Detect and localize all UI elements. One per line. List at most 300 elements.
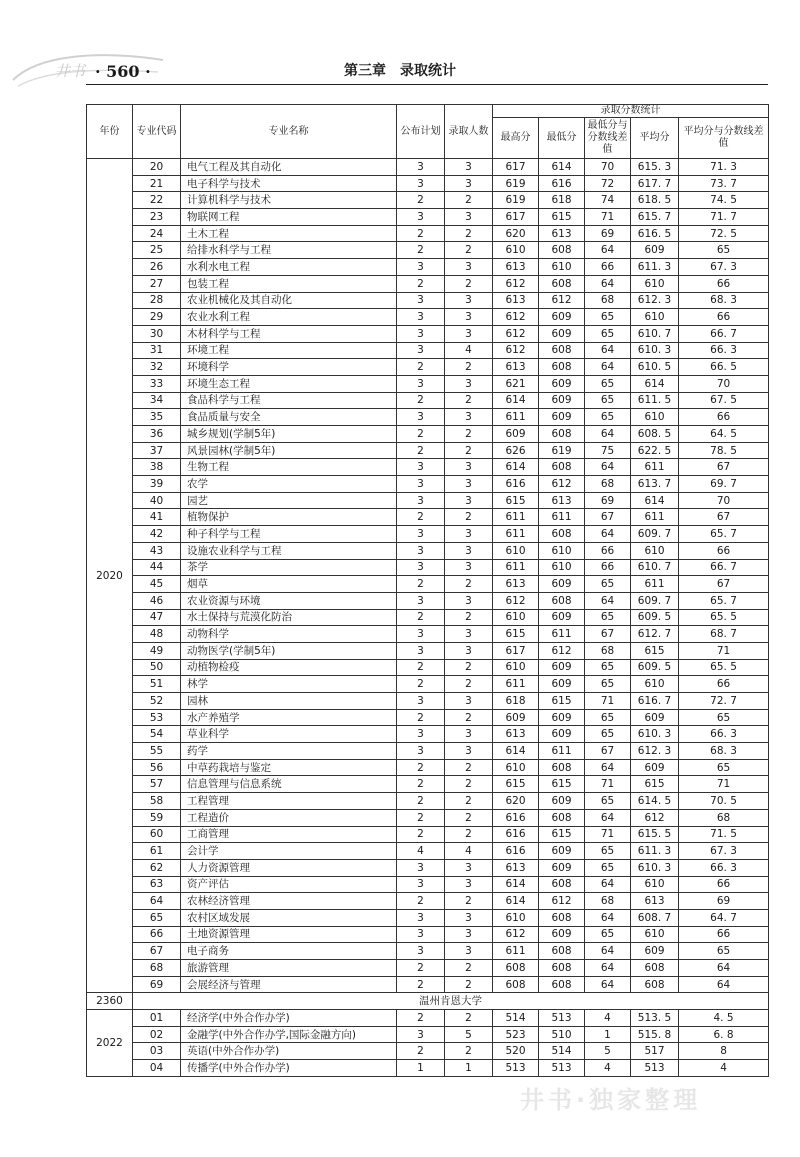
cell-min-diff: 68 xyxy=(585,893,631,910)
cell-min: 609 xyxy=(539,659,585,676)
cell-code: 23 xyxy=(133,209,181,226)
cell-admitted: 3 xyxy=(445,409,493,426)
cell-min-diff: 68 xyxy=(585,476,631,493)
cell-min: 608 xyxy=(539,943,585,960)
cell-code: 59 xyxy=(133,809,181,826)
table-row xyxy=(87,759,769,776)
cell-min-diff: 64 xyxy=(585,976,631,993)
cell-max: 514 xyxy=(493,1010,539,1027)
cell-min-diff: 65 xyxy=(585,576,631,593)
cell-max: 612 xyxy=(493,342,539,359)
cell-min: 619 xyxy=(539,442,585,459)
cell-min: 510 xyxy=(539,1026,585,1043)
cell-code: 51 xyxy=(133,676,181,693)
cell-max: 620 xyxy=(493,225,539,242)
cell-avg-diff: 66 xyxy=(679,876,769,893)
cell-avg: 608. 7 xyxy=(631,909,679,926)
cell-max: 612 xyxy=(493,592,539,609)
cell-admitted: 2 xyxy=(445,826,493,843)
cell-name: 园艺 xyxy=(181,492,397,509)
cell-min: 609 xyxy=(539,676,585,693)
cell-avg: 609 xyxy=(631,759,679,776)
cell-min: 609 xyxy=(539,576,585,593)
cell-name: 土木工程 xyxy=(181,225,397,242)
cell-plan: 3 xyxy=(397,292,445,309)
cell-admitted: 3 xyxy=(445,592,493,609)
cell-plan: 3 xyxy=(397,159,445,176)
cell-avg-diff: 71 xyxy=(679,776,769,793)
cell-avg: 611 xyxy=(631,459,679,476)
cell-min-diff: 65 xyxy=(585,793,631,810)
cell-avg: 616. 7 xyxy=(631,693,679,710)
cell-plan: 3 xyxy=(397,175,445,192)
cell-plan: 2 xyxy=(397,960,445,977)
cell-avg-diff: 67. 5 xyxy=(679,392,769,409)
cell-min: 608 xyxy=(539,342,585,359)
cell-avg: 616. 5 xyxy=(631,225,679,242)
table-row xyxy=(87,392,769,409)
cell-admitted: 2 xyxy=(445,576,493,593)
cell-plan: 2 xyxy=(397,1043,445,1060)
cell-min-diff: 1 xyxy=(585,1026,631,1043)
cell-admitted: 3 xyxy=(445,943,493,960)
cell-avg-diff: 67 xyxy=(679,459,769,476)
year-cell: 2020 xyxy=(87,159,133,993)
cell-min: 609 xyxy=(539,325,585,342)
cell-admitted: 3 xyxy=(445,926,493,943)
cell-min: 514 xyxy=(539,1043,585,1060)
cell-code: 44 xyxy=(133,559,181,576)
cell-avg-diff: 4. 5 xyxy=(679,1010,769,1027)
cell-avg: 610 xyxy=(631,409,679,426)
cell-max: 612 xyxy=(493,309,539,326)
cell-max: 626 xyxy=(493,442,539,459)
cell-min: 614 xyxy=(539,159,585,176)
cell-min-diff: 68 xyxy=(585,642,631,659)
cell-plan: 2 xyxy=(397,826,445,843)
footer-watermark: 井书·独家整理 xyxy=(520,1086,702,1114)
cell-min: 615 xyxy=(539,826,585,843)
cell-avg: 513. 5 xyxy=(631,1010,679,1027)
cell-max: 618 xyxy=(493,693,539,710)
cell-max: 513 xyxy=(493,1060,539,1077)
cell-admitted: 2 xyxy=(445,709,493,726)
cell-plan: 2 xyxy=(397,809,445,826)
cell-code: 42 xyxy=(133,526,181,543)
cell-min: 611 xyxy=(539,626,585,643)
cell-avg-diff: 65. 7 xyxy=(679,526,769,543)
cell-name: 给排水科学与工程 xyxy=(181,242,397,259)
cell-admitted: 1 xyxy=(445,1060,493,1077)
cell-admitted: 2 xyxy=(445,192,493,209)
col-code: 专业代码 xyxy=(133,105,181,159)
cell-admitted: 2 xyxy=(445,793,493,810)
cell-plan: 2 xyxy=(397,976,445,993)
cell-min: 609 xyxy=(539,793,585,810)
cell-name: 经济学(中外合作办学) xyxy=(181,1010,397,1027)
cell-avg: 622. 5 xyxy=(631,442,679,459)
cell-name: 信息管理与信息系统 xyxy=(181,776,397,793)
cell-name: 动植物检疫 xyxy=(181,659,397,676)
cell-max: 609 xyxy=(493,709,539,726)
cell-admitted: 2 xyxy=(445,442,493,459)
table-row xyxy=(87,275,769,292)
cell-max: 610 xyxy=(493,242,539,259)
cell-min-diff: 66 xyxy=(585,259,631,276)
cell-admitted: 3 xyxy=(445,743,493,760)
cell-plan: 2 xyxy=(397,609,445,626)
cell-min-diff: 75 xyxy=(585,442,631,459)
cell-avg: 618. 5 xyxy=(631,192,679,209)
cell-admitted: 3 xyxy=(445,693,493,710)
cell-min: 609 xyxy=(539,843,585,860)
cell-admitted: 2 xyxy=(445,893,493,910)
cell-max: 614 xyxy=(493,459,539,476)
cell-admitted: 3 xyxy=(445,476,493,493)
cell-avg: 609 xyxy=(631,242,679,259)
cell-avg: 608. 5 xyxy=(631,426,679,443)
cell-plan: 3 xyxy=(397,592,445,609)
cell-avg-diff: 71. 7 xyxy=(679,209,769,226)
cell-avg-diff: 68. 3 xyxy=(679,743,769,760)
cell-min: 609 xyxy=(539,409,585,426)
cell-min: 609 xyxy=(539,926,585,943)
cell-max: 613 xyxy=(493,292,539,309)
cell-admitted: 3 xyxy=(445,375,493,392)
cell-name: 旅游管理 xyxy=(181,960,397,977)
table-row xyxy=(87,826,769,843)
cell-name: 英语(中外合作办学) xyxy=(181,1043,397,1060)
cell-avg: 611. 3 xyxy=(631,259,679,276)
cell-min-diff: 65 xyxy=(585,659,631,676)
cell-name: 资产评估 xyxy=(181,876,397,893)
cell-plan: 4 xyxy=(397,843,445,860)
cell-avg: 609. 5 xyxy=(631,659,679,676)
cell-min-diff: 5 xyxy=(585,1043,631,1060)
table-row xyxy=(87,1043,769,1060)
col-min: 最低分 xyxy=(539,118,585,159)
cell-plan: 3 xyxy=(397,325,445,342)
cell-max: 611 xyxy=(493,409,539,426)
cell-avg-diff: 65 xyxy=(679,943,769,960)
cell-name: 环境工程 xyxy=(181,342,397,359)
cell-code: 65 xyxy=(133,909,181,926)
cell-name: 农业资源与环境 xyxy=(181,592,397,609)
cell-name: 林学 xyxy=(181,676,397,693)
cell-plan: 2 xyxy=(397,576,445,593)
cell-name: 草业科学 xyxy=(181,726,397,743)
cell-name: 电子科学与技术 xyxy=(181,175,397,192)
cell-name: 农业水利工程 xyxy=(181,309,397,326)
cell-min-diff: 65 xyxy=(585,392,631,409)
cell-name: 会展经济与管理 xyxy=(181,976,397,993)
table-row xyxy=(87,909,769,926)
cell-plan: 3 xyxy=(397,642,445,659)
cell-avg: 610 xyxy=(631,542,679,559)
cell-plan: 2 xyxy=(397,192,445,209)
cell-admitted: 3 xyxy=(445,876,493,893)
cell-min-diff: 65 xyxy=(585,325,631,342)
cell-avg-diff: 65 xyxy=(679,759,769,776)
cell-avg-diff: 78. 5 xyxy=(679,442,769,459)
cell-min-diff: 65 xyxy=(585,409,631,426)
cell-avg: 517 xyxy=(631,1043,679,1060)
cell-plan: 3 xyxy=(397,476,445,493)
cell-min-diff: 64 xyxy=(585,359,631,376)
cell-name: 农林经济管理 xyxy=(181,893,397,910)
col-group: 录取分数统计 xyxy=(493,105,769,118)
cell-avg: 610. 7 xyxy=(631,559,679,576)
cell-max: 615 xyxy=(493,492,539,509)
cell-code: 52 xyxy=(133,693,181,710)
table-row xyxy=(87,843,769,860)
cell-name: 工程管理 xyxy=(181,793,397,810)
table-row xyxy=(87,459,769,476)
cell-min-diff: 64 xyxy=(585,426,631,443)
cell-admitted: 2 xyxy=(445,392,493,409)
cell-plan: 2 xyxy=(397,242,445,259)
cell-min: 608 xyxy=(539,459,585,476)
school-row xyxy=(87,993,769,1010)
cell-avg-diff: 70 xyxy=(679,492,769,509)
cell-plan: 2 xyxy=(397,509,445,526)
cell-code: 58 xyxy=(133,793,181,810)
cell-avg: 610 xyxy=(631,876,679,893)
cell-avg-diff: 66 xyxy=(679,676,769,693)
cell-name: 药学 xyxy=(181,743,397,760)
col-name: 专业名称 xyxy=(181,105,397,159)
table-row xyxy=(87,192,769,209)
table-row xyxy=(87,943,769,960)
cell-min: 608 xyxy=(539,426,585,443)
cell-plan: 3 xyxy=(397,375,445,392)
cell-name: 种子科学与工程 xyxy=(181,526,397,543)
cell-max: 615 xyxy=(493,776,539,793)
table-row xyxy=(87,242,769,259)
cell-avg-diff: 65. 7 xyxy=(679,592,769,609)
cell-avg-diff: 68. 3 xyxy=(679,292,769,309)
cell-avg-diff: 65. 5 xyxy=(679,609,769,626)
table-row xyxy=(87,859,769,876)
col-avg-diff: 平均分与分数线差值 xyxy=(679,118,769,159)
cell-avg-diff: 66. 7 xyxy=(679,559,769,576)
cell-name: 电子商务 xyxy=(181,943,397,960)
cell-avg-diff: 66 xyxy=(679,309,769,326)
chapter-title: 第三章 录取统计 xyxy=(344,63,456,79)
cell-plan: 3 xyxy=(397,542,445,559)
cell-code: 34 xyxy=(133,392,181,409)
col-max: 最高分 xyxy=(493,118,539,159)
cell-plan: 3 xyxy=(397,342,445,359)
cell-admitted: 3 xyxy=(445,309,493,326)
cell-min-diff: 68 xyxy=(585,292,631,309)
cell-code: 02 xyxy=(133,1026,181,1043)
cell-name: 设施农业科学与工程 xyxy=(181,542,397,559)
cell-name: 烟草 xyxy=(181,576,397,593)
cell-plan: 3 xyxy=(397,309,445,326)
cell-min: 608 xyxy=(539,359,585,376)
cell-min-diff: 69 xyxy=(585,492,631,509)
cell-plan: 2 xyxy=(397,426,445,443)
table-row xyxy=(87,576,769,593)
year-cell: 2022 xyxy=(87,1010,133,1077)
cell-min: 609 xyxy=(539,609,585,626)
cell-name: 土地资源管理 xyxy=(181,926,397,943)
col-plan: 公布计划 xyxy=(397,105,445,159)
cell-avg-diff: 64. 5 xyxy=(679,426,769,443)
cell-min: 609 xyxy=(539,309,585,326)
cell-max: 611 xyxy=(493,526,539,543)
cell-name: 计算机科学与技术 xyxy=(181,192,397,209)
cell-admitted: 3 xyxy=(445,909,493,926)
cell-avg-diff: 70. 5 xyxy=(679,793,769,810)
col-avg: 平均分 xyxy=(631,118,679,159)
cell-avg: 614. 5 xyxy=(631,793,679,810)
cell-admitted: 3 xyxy=(445,559,493,576)
cell-name: 工程造价 xyxy=(181,809,397,826)
table-row xyxy=(87,876,769,893)
cell-admitted: 2 xyxy=(445,776,493,793)
cell-admitted: 3 xyxy=(445,642,493,659)
cell-code: 28 xyxy=(133,292,181,309)
cell-plan: 2 xyxy=(397,759,445,776)
table-row xyxy=(87,309,769,326)
cell-code: 39 xyxy=(133,476,181,493)
cell-plan: 3 xyxy=(397,859,445,876)
cell-avg: 611 xyxy=(631,509,679,526)
cell-plan: 3 xyxy=(397,409,445,426)
cell-min: 513 xyxy=(539,1060,585,1077)
cell-code: 40 xyxy=(133,492,181,509)
cell-admitted: 3 xyxy=(445,859,493,876)
cell-name: 木材科学与工程 xyxy=(181,325,397,342)
cell-max: 611 xyxy=(493,509,539,526)
header-rule xyxy=(86,84,768,85)
cell-max: 608 xyxy=(493,960,539,977)
cell-plan: 2 xyxy=(397,793,445,810)
cell-code: 47 xyxy=(133,609,181,626)
cell-code: 35 xyxy=(133,409,181,426)
cell-avg-diff: 66. 5 xyxy=(679,359,769,376)
cell-plan: 2 xyxy=(397,893,445,910)
cell-max: 610 xyxy=(493,659,539,676)
cell-avg: 615 xyxy=(631,776,679,793)
cell-name: 水利水电工程 xyxy=(181,259,397,276)
cell-min-diff: 64 xyxy=(585,909,631,926)
cell-min-diff: 71 xyxy=(585,209,631,226)
cell-min: 609 xyxy=(539,392,585,409)
cell-admitted: 3 xyxy=(445,175,493,192)
cell-min-diff: 64 xyxy=(585,526,631,543)
cell-min-diff: 65 xyxy=(585,859,631,876)
cell-min-diff: 70 xyxy=(585,159,631,176)
cell-max: 613 xyxy=(493,859,539,876)
cell-avg: 609. 7 xyxy=(631,592,679,609)
cell-code: 03 xyxy=(133,1043,181,1060)
cell-plan: 3 xyxy=(397,743,445,760)
cell-min-diff: 71 xyxy=(585,776,631,793)
cell-code: 32 xyxy=(133,359,181,376)
table-row xyxy=(87,476,769,493)
cell-name: 植物保护 xyxy=(181,509,397,526)
cell-code: 50 xyxy=(133,659,181,676)
cell-name: 动物医学(学制5年) xyxy=(181,642,397,659)
cell-min-diff: 67 xyxy=(585,626,631,643)
cell-avg: 610 xyxy=(631,275,679,292)
cell-avg-diff: 6. 8 xyxy=(679,1026,769,1043)
cell-admitted: 4 xyxy=(445,342,493,359)
table-row xyxy=(87,209,769,226)
cell-avg-diff: 66. 3 xyxy=(679,342,769,359)
cell-min-diff: 71 xyxy=(585,693,631,710)
cell-min-diff: 65 xyxy=(585,309,631,326)
cell-admitted: 2 xyxy=(445,659,493,676)
table-row xyxy=(87,642,769,659)
cell-min: 608 xyxy=(539,592,585,609)
cell-code: 33 xyxy=(133,375,181,392)
cell-min: 608 xyxy=(539,526,585,543)
cell-max: 609 xyxy=(493,426,539,443)
cell-min-diff: 69 xyxy=(585,225,631,242)
cell-avg-diff: 72. 7 xyxy=(679,693,769,710)
cell-avg: 613 xyxy=(631,893,679,910)
cell-name: 传播学(中外合作办学) xyxy=(181,1060,397,1077)
cell-plan: 3 xyxy=(397,1026,445,1043)
cell-plan: 2 xyxy=(397,442,445,459)
cell-avg-diff: 68 xyxy=(679,809,769,826)
cell-avg: 614 xyxy=(631,492,679,509)
table-row xyxy=(87,793,769,810)
cell-min: 608 xyxy=(539,960,585,977)
cell-code: 56 xyxy=(133,759,181,776)
cell-avg: 611 xyxy=(631,576,679,593)
cell-plan: 2 xyxy=(397,225,445,242)
cell-name: 会计学 xyxy=(181,843,397,860)
cell-min-diff: 65 xyxy=(585,609,631,626)
cell-admitted: 3 xyxy=(445,626,493,643)
cell-avg-diff: 66. 7 xyxy=(679,325,769,342)
cell-avg-diff: 69 xyxy=(679,893,769,910)
cell-min: 615 xyxy=(539,209,585,226)
cell-admitted: 2 xyxy=(445,225,493,242)
cell-max: 616 xyxy=(493,809,539,826)
cell-min-diff: 64 xyxy=(585,943,631,960)
table-row xyxy=(87,743,769,760)
table-row xyxy=(87,259,769,276)
cell-max: 613 xyxy=(493,359,539,376)
cell-avg: 615. 7 xyxy=(631,209,679,226)
cell-admitted: 2 xyxy=(445,759,493,776)
cell-admitted: 3 xyxy=(445,726,493,743)
cell-avg-diff: 66 xyxy=(679,542,769,559)
cell-max: 613 xyxy=(493,726,539,743)
cell-plan: 3 xyxy=(397,726,445,743)
cell-max: 614 xyxy=(493,893,539,910)
cell-min-diff: 64 xyxy=(585,242,631,259)
cell-admitted: 2 xyxy=(445,275,493,292)
cell-max: 617 xyxy=(493,642,539,659)
cell-min-diff: 67 xyxy=(585,509,631,526)
cell-plan: 2 xyxy=(397,676,445,693)
table-row xyxy=(87,492,769,509)
col-min-diff: 最低分与分数线差值 xyxy=(585,118,631,159)
cell-code: 67 xyxy=(133,943,181,960)
header-row xyxy=(87,105,769,118)
cell-admitted: 2 xyxy=(445,509,493,526)
table-row xyxy=(87,509,769,526)
cell-code: 29 xyxy=(133,309,181,326)
cell-avg-diff: 66 xyxy=(679,926,769,943)
